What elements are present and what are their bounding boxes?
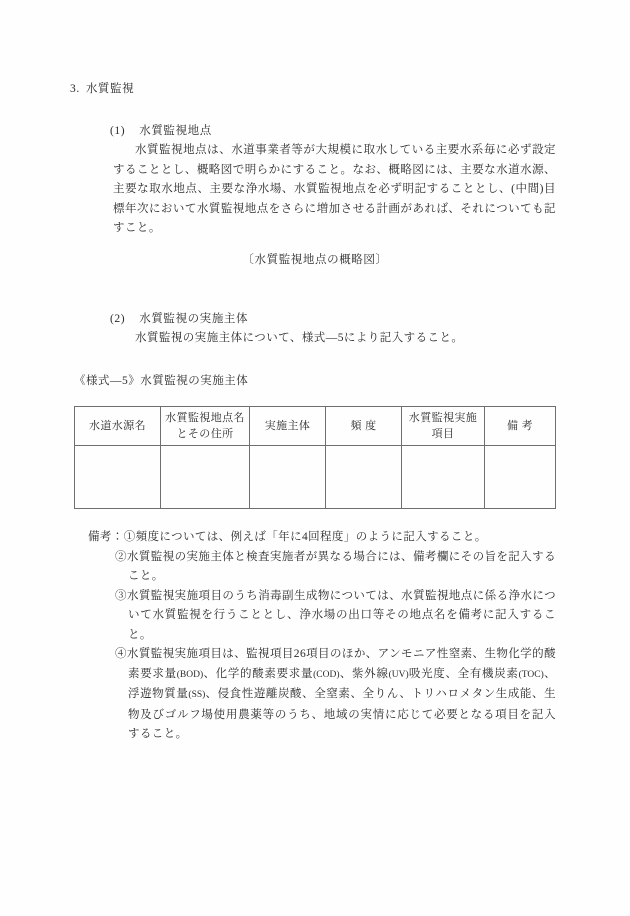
table-header-cell: 頻 度 [326, 407, 402, 446]
item-title-1: 水質監視地点 [139, 125, 212, 137]
item-body-1: 水質監視地点は、水道事業者等が大規模に取水している主要水系毎に必ず設定することとし、概略図で明らかにすること。なお、概略図には、主要な水道水源、主要な取水地点、主要な浄水場、水質監視地点を必ず明記することとし、(中間)目標年次において水質監視地点をさらに増加させる計画があれば、それについても記すこと。 [113, 144, 556, 234]
table-header-cell: 水道水源名 [75, 407, 161, 446]
table-header-cell: 実施主体 [250, 407, 326, 446]
item-number-2: (2) [110, 313, 126, 325]
table-header-cell: 水質監視実施項目 [402, 407, 485, 446]
item-number-1: (1) [110, 125, 126, 137]
table-cell[interactable] [485, 446, 556, 509]
note-item-2 [115, 548, 556, 587]
table-cell[interactable] [161, 446, 250, 509]
notes-label: 備考： [88, 531, 124, 543]
table-header-cell: 水質監視地点名とその住所 [161, 407, 250, 446]
table-header-cell: 備 考 [485, 407, 556, 446]
item-heading-2 [110, 310, 248, 326]
item-heading-1 [110, 122, 212, 138]
note-marker: ④ [115, 648, 127, 660]
note-marker: ② [115, 550, 127, 563]
water-quality-monitoring-table [74, 406, 556, 509]
table-row[interactable] [75, 446, 556, 509]
table-header-row [75, 407, 556, 446]
note-marker: ① [123, 531, 136, 543]
figure-caption: 〔水質監視地点の概略図〕 [242, 254, 388, 266]
table-cell[interactable] [326, 446, 402, 509]
item-body-2: 水質監視の実施主体について、様式—5により記入すること。 [135, 332, 464, 344]
note-item-3 [115, 587, 556, 646]
section-number: 3. [70, 83, 80, 95]
note-item-1 [88, 528, 556, 548]
note-text: 水質監視の実施主体と検査実施者が異なる場合には、備考欄にその旨を記入すること。 [126, 550, 556, 582]
table-cell[interactable] [75, 446, 161, 509]
table-cell[interactable] [250, 446, 326, 509]
section-title: 水質監視 [85, 83, 135, 95]
note-text: 水質監視実施項目のうち消毒副生成物については、水質監視地点に係る浄水について水質監視を行うこととし、浄水場の出口等その地点名を備考に記入すること。 [126, 589, 556, 641]
note-marker: ③ [115, 589, 127, 602]
form-title: 《様式—5》水質監視の実施主体 [74, 375, 249, 387]
notes-block [88, 528, 556, 745]
note-text: 頻度については、例えば「年に4回程度」のように記入すること。 [135, 531, 487, 543]
note-text: 水質監視実施項目は、監視項目26項目のほか、アンモニア性窒素、生物化学的酸素要求量(BOD)、化学的酸素要求量(COD)、紫外線(UV)吸光度、全有機炭素(TOC)、浮遊物質量(SS)、侵食性遊離炭酸、全窒素、全りん、トリハロメタン生成能、生物及びゴルフ場使用農薬等のうち、地域の実情に応じて必要となる項目を記入すること。 [126, 648, 556, 740]
table-cell[interactable] [402, 446, 485, 509]
section-heading [70, 80, 134, 96]
item-title-2: 水質監視の実施主体 [139, 313, 249, 325]
note-item-4 [115, 645, 556, 745]
